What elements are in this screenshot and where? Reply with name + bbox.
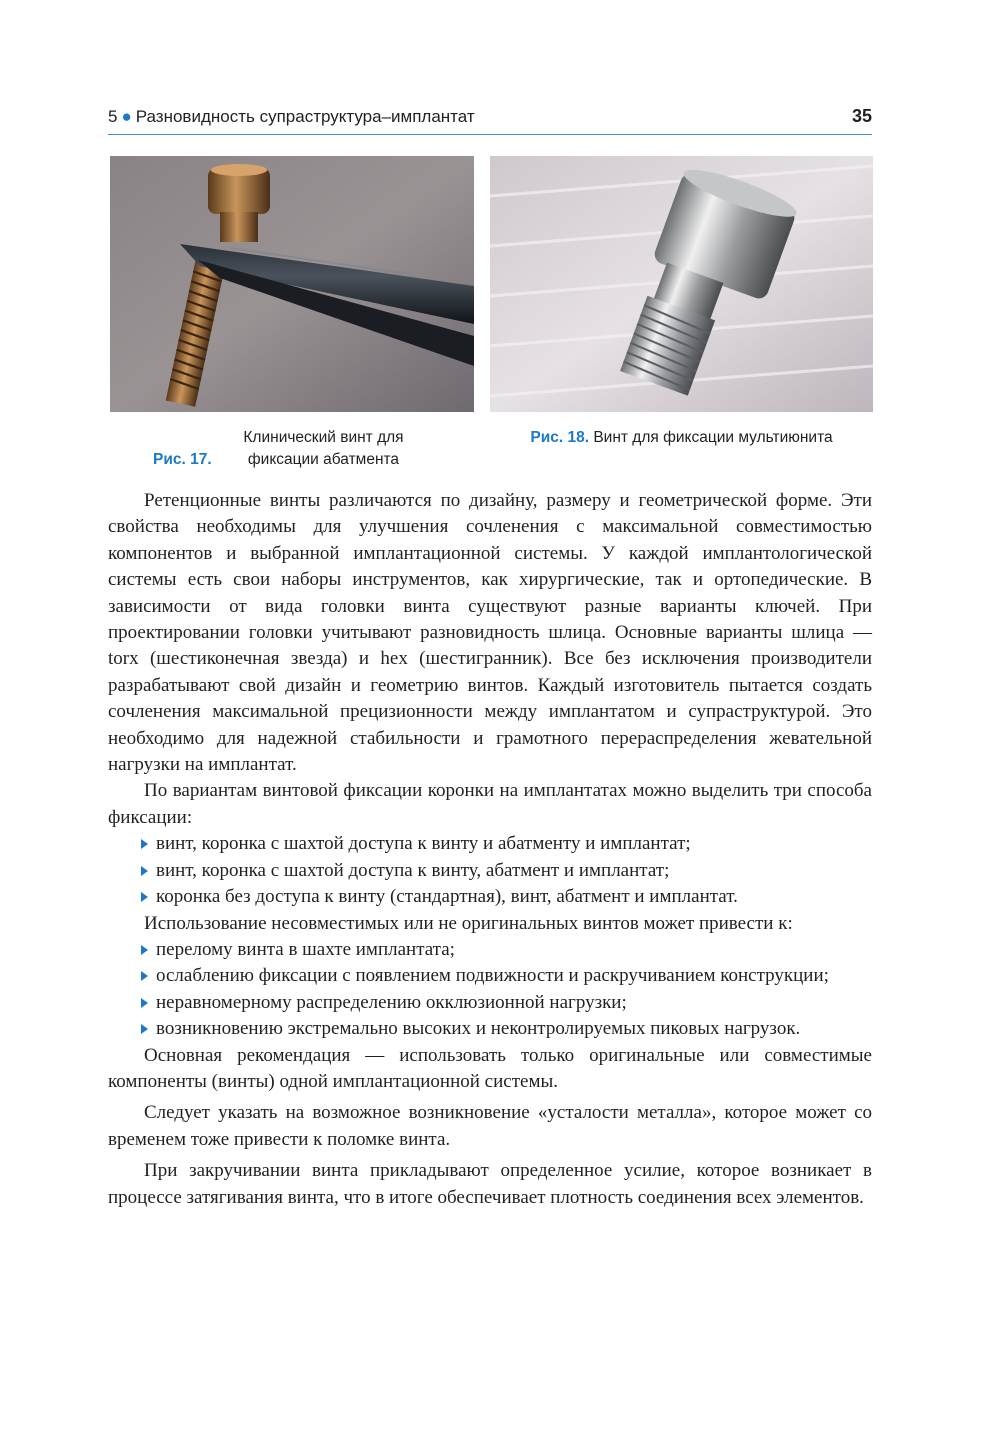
- chapter-heading: [108, 107, 475, 127]
- list-item: [108, 884, 872, 910]
- page-number: 35: [851, 106, 872, 126]
- list-item: [108, 937, 872, 963]
- paragraph: При закручивании винта прикладывают определенное усилие, которое возникает в процессе затягивания винта, что в итоге обеспечивает плотность соединения всех элементов.: [108, 1160, 872, 1208]
- list-item-text: ослаблению фиксации с появлением подвижности и раскручиванием конструкции;: [156, 965, 829, 987]
- list-item-text: коронка без доступа к винту (стандартная), винт, абатмент и имплантат.: [156, 886, 738, 908]
- list-item-text: винт, коронка с шахтой доступа к винту и абатменту и имплантат;: [156, 833, 691, 855]
- figure-17-label: Рис. 17.: [153, 451, 212, 468]
- list-item: [108, 963, 872, 989]
- paragraph: Следует указать на возможное возникновение «усталости металла», которое может со временем тоже привести к поломке винта.: [108, 1102, 872, 1150]
- triangle-bullet-icon: [141, 866, 148, 876]
- figure-18-photo: [490, 156, 873, 412]
- consequences-list: [108, 937, 872, 1043]
- figure-17-text: Клинический винт для фиксации абатмента: [243, 429, 404, 468]
- triangle-bullet-icon: [141, 839, 148, 849]
- paragraph: Основная рекомендация — использовать только оригинальные или совместимые компоненты (винты) одной имплантационной системы.: [108, 1044, 872, 1092]
- triangle-bullet-icon: [141, 998, 148, 1008]
- list-item: [108, 990, 872, 1016]
- figure-18-label: Рис. 18.: [530, 429, 590, 446]
- list-item-text: винт, коронка с шахтой доступа к винту, абатмент и имплантат;: [156, 859, 670, 881]
- triangle-bullet-icon: [141, 1024, 148, 1034]
- paragraph: Использование несовместимых или не оригинальных винтов может привести к:: [144, 912, 793, 934]
- body-text: [108, 488, 872, 1211]
- figure-18-text: Винт для фиксации мультиюнита: [593, 429, 833, 446]
- list-item: [108, 1016, 872, 1042]
- figure-17-photo: [110, 156, 474, 412]
- figure-17-caption: [110, 427, 474, 471]
- list-item-text: перелому винта в шахте имплантата;: [156, 938, 455, 960]
- running-header: [108, 104, 872, 135]
- list-item-text: неравномерному распределению окклюзионной нагрузки;: [156, 991, 627, 1013]
- bullet-dot-icon: ●: [121, 107, 132, 126]
- list-item: [108, 831, 872, 857]
- list-item-text: возникновению экстремально высоких и неконтролируемых пиковых нагрузок.: [156, 1018, 801, 1040]
- list-item: [108, 858, 872, 884]
- chapter-title: Разновидность супраструктура–имплантат: [135, 107, 475, 126]
- paragraph: Ретенционные винты различаются по дизайну, размеру и геометрической форме. Эти свойства необходимы для улучшения сочленения с максимальной совместимостью компонентов и выбранной имплантационной системы. У каждой имплантологической системы есть свои наборы инструментов, как хирургические, так и ортопедические. В зависимости от вида головки винта существуют разные варианты ключей. При проектировании головки учитывают разновидность шлица. Основные варианты шлица — torx (шестиконечная звезда) и hex (шестигранник). Все без исключения производители разрабатывают свой дизайн и геометрию винтов. Каждый изготовитель пытается создать сочленения максимальной прецизионности между имплантатом и супраструктурой. Это необходимо для надежной стабильности и грамотного перераспределения жевательной нагрузки на имплантат.: [108, 490, 872, 776]
- chapter-number: 5: [108, 107, 118, 126]
- triangle-bullet-icon: [141, 945, 148, 955]
- paragraph: По вариантам винтовой фиксации коронки на имплантатах можно выделить три способа фиксации:: [108, 780, 872, 828]
- triangle-bullet-icon: [141, 971, 148, 981]
- figure-18-caption: [490, 427, 873, 449]
- fixation-methods-list: [108, 831, 872, 910]
- triangle-bullet-icon: [141, 892, 148, 902]
